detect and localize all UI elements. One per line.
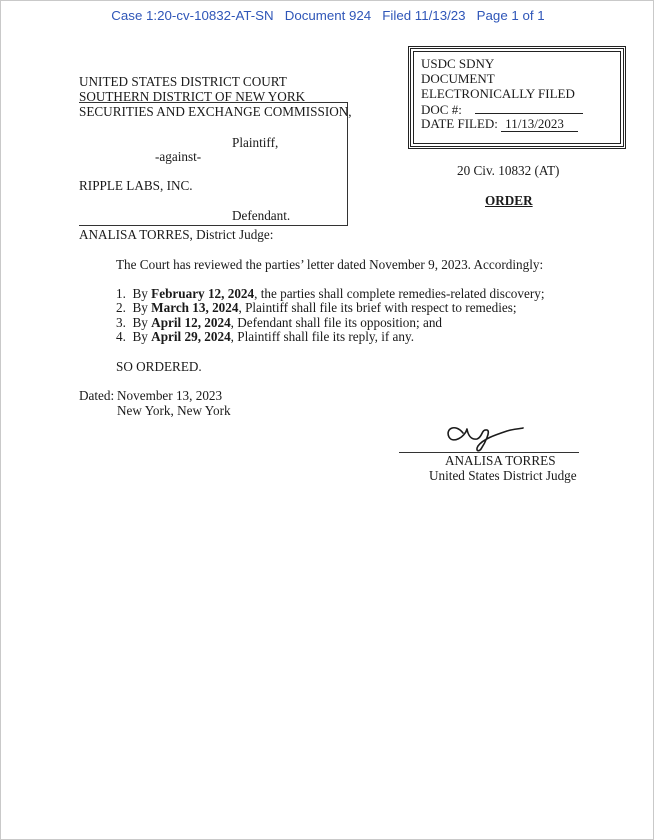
dated-place: New York, New York: [117, 403, 231, 418]
court-name-line2: SOUTHERN DISTRICT OF NEW YORK: [79, 89, 306, 104]
electronically-filed-box: [408, 46, 626, 149]
item-date: March 13, 2024: [151, 300, 239, 315]
plaintiff-role: Plaintiff,: [232, 135, 279, 150]
list-item: [116, 300, 517, 315]
filed-box-line2: DOCUMENT: [421, 71, 495, 86]
plaintiff-name: SECURITIES AND EXCHANGE COMMISSION,: [79, 104, 352, 119]
item-number: 3.: [116, 315, 126, 330]
court-name-line1: UNITED STATES DISTRICT COURT: [79, 74, 287, 89]
item-text: , Defendant shall file its opposition; and: [230, 315, 443, 330]
date-filed-label: DATE FILED:: [421, 116, 498, 131]
signer-title: United States District Judge: [429, 468, 577, 483]
item-date: April 12, 2024: [151, 315, 231, 330]
item-text: , Plaintiff shall file its brief with respect to remedies;: [238, 300, 517, 315]
item-text: , the parties shall complete remedies-related discovery;: [254, 286, 545, 301]
filed-box-doc-number: [421, 101, 583, 117]
judge-signature-icon: [441, 413, 525, 453]
item-date: April 29, 2024: [151, 329, 231, 344]
against-label: -against-: [155, 149, 202, 164]
list-item: [116, 329, 414, 344]
intro-paragraph: The Court has reviewed the parties’ letter dated November 9, 2023. Accordingly:: [116, 257, 544, 272]
item-number: 2.: [116, 300, 126, 315]
filed-box-line1: USDC SDNY: [421, 56, 495, 71]
date-filed-value: 11/13/2023: [501, 116, 578, 132]
dated-date: November 13, 2023: [117, 388, 223, 403]
dated-label: Dated:: [79, 388, 115, 403]
list-item: [116, 286, 545, 301]
item-text: , Plaintiff shall file its reply, if any.: [230, 329, 415, 344]
filed-box-line3: ELECTRONICALLY FILED: [421, 86, 575, 101]
list-item: [116, 315, 442, 330]
item-number: 4.: [116, 329, 126, 344]
case-number: 20 Civ. 10832 (AT): [457, 163, 560, 178]
defendant-name: RIPPLE LABS, INC.: [79, 178, 193, 193]
case-caption-box: [79, 103, 348, 226]
ecf-header-stamp: Case 1:20-cv-10832-AT-SN Document 924 Filed 11/13/23 Page 1 of 1: [111, 8, 545, 23]
item-prefix: By: [132, 315, 152, 330]
signer-name: ANALISA TORRES: [445, 453, 556, 468]
item-prefix: By: [132, 286, 152, 301]
item-number: 1.: [116, 286, 126, 301]
filed-box-date: [421, 116, 578, 132]
item-prefix: By: [132, 300, 152, 315]
item-date: February 12, 2024: [151, 286, 255, 301]
order-title: ORDER: [485, 193, 533, 208]
item-prefix: By: [132, 329, 152, 344]
so-ordered: SO ORDERED.: [116, 359, 202, 374]
judge-line: ANALISA TORRES, District Judge:: [79, 227, 274, 242]
doc-number-label: DOC #:: [421, 102, 462, 117]
defendant-role: Defendant.: [232, 208, 291, 223]
